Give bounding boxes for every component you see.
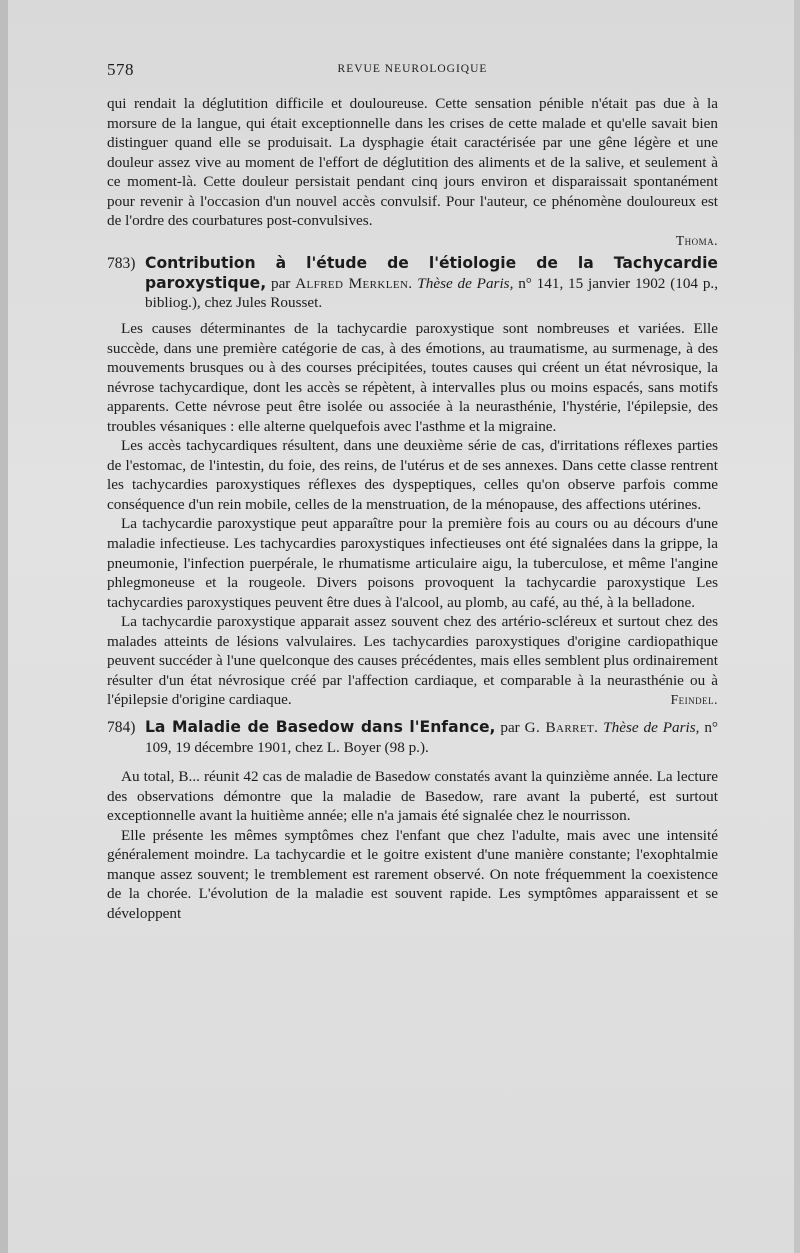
- entry-784-paragraph-2: Elle présente les mêmes symptômes chez l'enfant que chez l'adulte, mais avec une intensité généralement moindre. La tachycardie et le goitre existent d'une manière constante; l'exophtalmie manque assez souvent; le tremblement est rarement observé. On note fréquemment la coexistence de la chorée. L'évolution de la maladie est souvent rapide. Les symptômes apparaissent et se développent: [107, 826, 718, 922]
- entry-784-number: 784): [107, 718, 136, 736]
- entry-783-paragraph-4-text: La tachycardie paroxystique apparait assez souvent chez des artério-scléreux et surtout chez des malades atteints de lésions valvulaires. Les tachycardies paroxystiques d'origine cardiopathique peuvent succéder à l'une quelconque des causes précédentes, mais elles semblent plus ordinairement résulter d'un état névrosique créé par l'affection cardiaque, et comparable à la neurasthénie ou à l'épilepsie d'origine cardiaque.: [107, 613, 718, 709]
- entry-784-by: par: [500, 718, 520, 736]
- entry-783-paragraph-2: Les accès tachycardiques résultent, dans une deuxième série de cas, d'irritations réflexes parties de l'estomac, de l'intestin, du foie, des reins, de l'utérus et de ses annexes. Dans cette classe rentrent les tachycardies paroxystiques réflexes des dyspeptiques, celles qu'on observe parfois comme conséquence d'un rein mobile, celles de la menstruation, de la ménopause, des affections utérines.: [107, 437, 718, 513]
- entry-783-title: Contribution à l'étude de l'étiologie de la Tachycardie paroxystique,: [145, 254, 718, 292]
- entry-783-number: 783): [107, 255, 136, 273]
- page-content: [107, 60, 718, 923]
- entry-784-heading: [107, 718, 718, 757]
- signature-feindel: Feindel.: [670, 692, 718, 708]
- entry-783-details: n° 141, 15 janvier 1902 (104 p., bibliog.), chez Jules Rousset.: [145, 274, 719, 312]
- entry-783-paragraph-1: Les causes déterminantes de la tachycardie paroxystique sont nombreuses et variées. Elle succède, dans une première catégorie de cas, à des émotions, au traumatisme, au surmenage, à des mouvements brusques ou à des courses précipitées, toutes causes qui créent un état névrosique, la névrose tachycardique, dont les accès se répètent, à intervalles plus ou moins espacés, sans motifs apparents. Cette névrose peut être isolée ou associée à la neurasthénie, l'hystérie, l'épilepsie, des troubles vésaniques : elle alterne quelquefois avec l'asthme et la migraine.: [107, 320, 718, 435]
- entry-783-paragraph-3: La tachycardie paroxystique peut apparaître pour la première fois au cours ou au décours d'une maladie infectieuse. Les tachycardies paroxystiques infectieuses ont été signalées dans la grippe, la pneumonie, l'infection puerpérale, le rhumatisme articulaire aigu, la tuberculose, et même l'angine phlegmoneuse et la rougeole. Divers poisons provoquent la tachycardie paroxystique Les tachycardies paroxystiques peuvent être dues à l'alcool, au plomb, au café, au thé, à la belladone.: [107, 515, 718, 611]
- entry-783-paragraph-4: [107, 612, 718, 710]
- page-number: 578: [107, 60, 134, 79]
- entry-783-heading: [107, 254, 718, 313]
- entry-783-thesis: Thèse de Paris,: [417, 274, 514, 292]
- running-head: [107, 60, 718, 84]
- entry-784-title: La Maladie de Basedow dans l'Enfance,: [145, 717, 496, 736]
- entry-784-author: G. Barret.: [524, 718, 599, 736]
- entry-784-details: n° 109, 19 décembre 1901, chez L. Boyer (98 p.).: [145, 718, 718, 756]
- entry-783-by: par: [270, 274, 291, 292]
- entry-784-paragraph-1: Au total, B... réunit 42 cas de maladie de Basedow constatés avant la quinzième année. La lecture des observations démontre que la maladie de Basedow, rare avant la puberté, est surtout exceptionnelle avant la huitième année; elle n'a jamais été signalée chez le nourrisson.: [107, 768, 718, 825]
- signature-thoma: Thoma.: [675, 232, 718, 248]
- entry-783-body: [107, 319, 718, 710]
- intro-paragraph: qui rendait la déglutition difficile et douloureuse. Cette sensation pénible n'était pas due à la morsure de la langue, qui était exceptionnelle dans les crises de cette malade et qu'elle savait bien distinguer quand elle se produisait. La dysphagie était caractérisée par une gêne légère et une douleur assez vive au moment de l'effort de déglutition des aliments et de la salive, et seulement à ce moment-là. Cette douleur persistait pendant cinq jours environ et disparaissait spontanément pour revenir à l'occasion d'un nouvel accès convulsif. Pour l'auteur, ce phénomène douloureux est de l'ordre des courbatures post-convulsives.: [107, 95, 718, 230]
- entry-784-body: [107, 767, 718, 923]
- entry-784-thesis: Thèse de Paris,: [603, 718, 700, 736]
- entry-783-author: Alfred Merklen.: [295, 274, 413, 292]
- journal-title: REVUE NEUROLOGIQUE: [337, 63, 488, 75]
